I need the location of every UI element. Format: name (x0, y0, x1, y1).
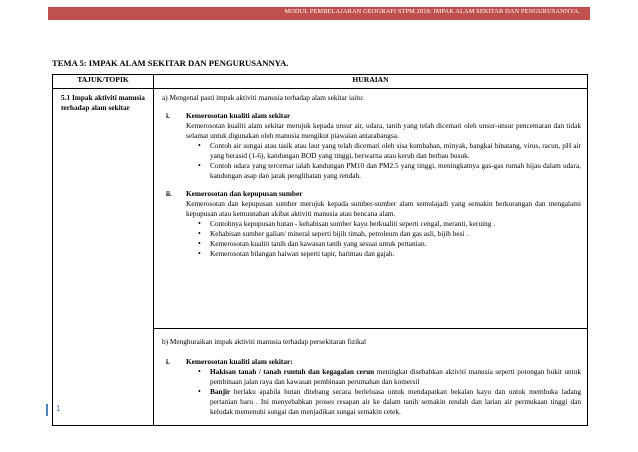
content-table (52, 74, 588, 426)
section-a-item-i (166, 111, 587, 181)
bullet-text: berlaku apabila hutan ditebang secara berleluasa untuk mendapatkan bekalan kayu dan untuk membuka ladang pertanian baru . Ini menyebabkan proses resapan air ke dalam tanih semakin rendah dan larian air permukaan tinggi dan kelodak memenuhi sungai dan menjadikan sungai semakin cetek. (210, 387, 581, 416)
list-item: • Kemerosotan bilangan haiwan seperti tapir, harimau dan gajah. (198, 249, 581, 259)
item-number: i. (166, 111, 170, 120)
bullet-bold-text: Banjir (210, 387, 231, 396)
item-paragraph: Kemerosotan dan kepupusan sumber merujuk kepada sumber-sumber alam semulajadi yang semakin berkurangan dan mengalami kepupusan atau kemusnahan akibat aktiviti manusia atau bencana alam. (186, 199, 581, 218)
section-a-lead: a) Mengenal pasti impak aktiviti manusia terhadap alam sekitar iaitu: (162, 93, 365, 102)
list-item: • Contoh udara yang tercemar ialah kandungan PM10 dan PM2.5 yang tinggi, meningkatnya gas-gas rumah hijau dalam udara, kandungan asap dan jarak penglihatan yang rendah. (198, 161, 581, 181)
item-number: ii. (166, 189, 172, 198)
item-title: Kemerosotan kualiti alam sekitar (186, 111, 291, 120)
list-item: • Kemerosotan kualiti tanih dan kawasan tanih yang sesuai untuk pertanian. (198, 239, 581, 249)
page-number: 1 (56, 404, 61, 413)
section-b-item-i (166, 357, 587, 417)
list-item: • Contoh air sungai atau tasik atau laut yang telah dicemari oleh sisa kumbahan, minyak, bangkai binatang, virus, racun, pH air yang berasid (1-6), kandungan BOD yang tinggi, berwarna atau keruh dan berbau busuk. (198, 141, 581, 161)
topic-text: 5.1 Impak aktiviti manusia terhadap alam sekitar (61, 93, 145, 112)
bullet-list (166, 141, 587, 181)
bullet-text: meningkat disebabkan aktiviti manusia seperti potongan bukit untuk pembinaan jalan raya dan kawasan pembinaan perumahan dan komersil (210, 367, 582, 386)
column-header-description: HURAIAN (154, 75, 588, 89)
section-a-item-ii (166, 189, 587, 259)
description-cell-b (154, 329, 588, 426)
bullet-bold-text: Hakisan tanah / tanah runtuh dan kegagalan cerun (210, 367, 375, 376)
item-title: Kemerosotan dan kepupusan sumber (186, 189, 303, 198)
list-item (198, 387, 581, 417)
column-header-topic: TAJUK/TOPIK (53, 75, 154, 89)
list-item: • Kehabisan sumber galian/ mineral seperti bijih timah, petroleum dan gas asli, bijih besi . (198, 229, 581, 239)
page-title: TEMA 5: IMPAK ALAM SEKITAR DAN PENGURUSANNYA. (52, 58, 289, 68)
header-band (48, 7, 590, 20)
bullet-list (166, 219, 587, 259)
list-item (198, 367, 581, 387)
topic-cell (53, 89, 154, 426)
description-cell-a (154, 89, 588, 329)
list-item: • Contohnya kepupusan hutan - kehabisan sumber kayu berkualiti seperti cengal, meranti, keruing . (198, 219, 581, 229)
table-row (53, 89, 588, 329)
header-text: MODUL PEMBELAJARAN GEOGRAFI STPM 2018: IMPAK ALAM SEKITAR DAN PENGURUSANNYA. (284, 8, 580, 15)
item-paragraph: Kemerosotan kualiti alam sekitar merujuk kepada unsur air, udara, tanih yang telah dicemari oleh unsur-unsur pencemaran dan tidak selamat untuk digunakan oleh manusia mengikut piawaian antarabangsa. (186, 121, 581, 140)
item-title: Kemerosotan kualiti alam sekitar: (186, 357, 293, 366)
table-header-row (53, 75, 588, 89)
page-number-rule (46, 404, 48, 416)
item-number: i. (166, 357, 170, 366)
bullet-list (166, 367, 587, 417)
section-b-lead: b) Menghuraikan impak aktiviti manusia terhadap persekitaran fizikal (162, 337, 367, 346)
